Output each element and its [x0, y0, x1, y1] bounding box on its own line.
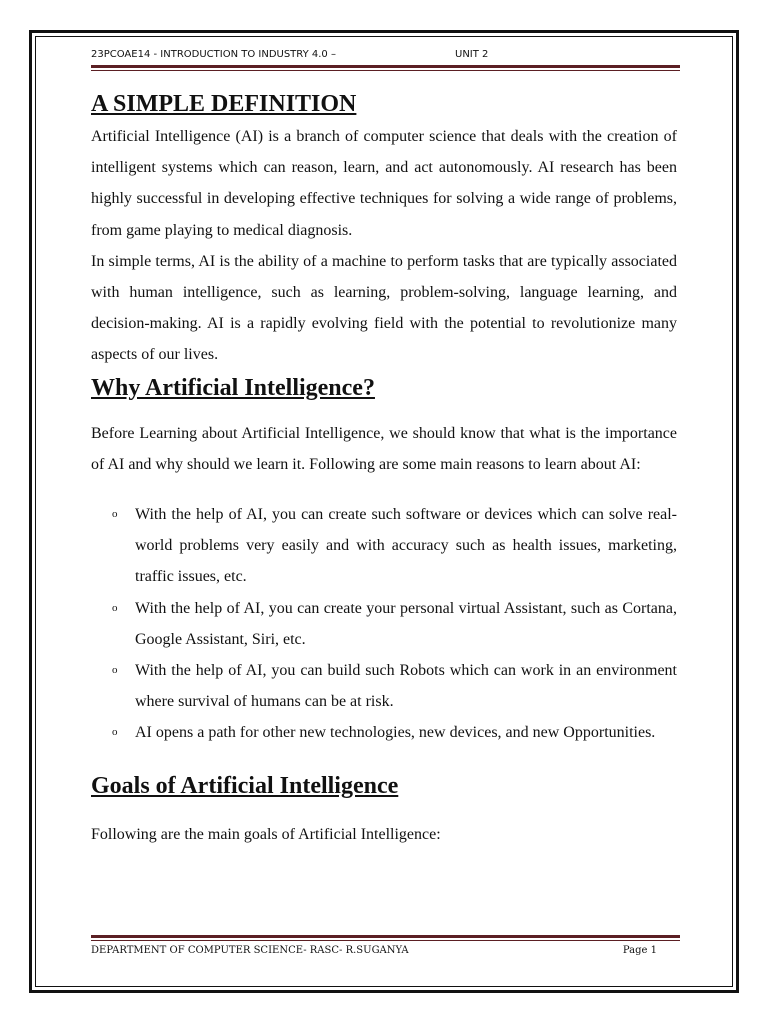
- bullet-marker: o: [112, 726, 118, 739]
- bullet-marker: o: [112, 508, 118, 521]
- goals-intro: Following are the main goals of Artificial Intelligence:: [91, 825, 441, 843]
- footer-department: DEPARTMENT OF COMPUTER SCIENCE- RASC- R.SUGANYA: [91, 945, 409, 956]
- reasons-list: [91, 499, 677, 749]
- list-item: o With the help of AI, you can create your personal virtual Assistant, such as Cortana, Google Assistant, Siri, etc.: [135, 593, 677, 655]
- page-header: [91, 49, 681, 63]
- page-number: Page 1: [622, 945, 657, 956]
- header-rule-thick: [91, 65, 680, 68]
- header-rule-thin: [91, 70, 680, 71]
- definition-paragraph-1: Artificial Intelligence (AI) is a branch of computer science that deals with the creation of intelligent systems which can reason, learn, and act autonomously. AI research has been highly successful in developing effective techniques for solving a wide range of problems, from game playing to medical diagnosis.: [91, 128, 677, 239]
- list-item: o With the help of AI, you can build such Robots which can work in an environment where survival of humans can be at risk.: [135, 655, 677, 717]
- document-body: [91, 93, 677, 850]
- section-heading-goals: Goals of Artificial Intelligence: [91, 772, 399, 799]
- bullet-marker: o: [112, 601, 118, 614]
- page-footer: [91, 945, 657, 959]
- definition-paragraph-2: In simple terms, AI is the ability of a machine to perform tasks that are typically associated with human intelligence, such as learning, problem-solving, language learning, and decision-making. AI is a rapidly evolving field with the potential to revolutionize many aspects of our lives.: [91, 252, 677, 364]
- unit-label: UNIT 2: [455, 49, 489, 60]
- section-heading-why-ai: Why Artificial Intelligence?: [91, 374, 375, 401]
- why-ai-intro: Before Learning about Artificial Intelligence, we should know that what is the importance of AI and why should we learn it. Following are some main reasons to learn about AI:: [91, 424, 677, 473]
- bullet-marker: o: [112, 664, 118, 677]
- footer-rule-thick: [91, 935, 680, 938]
- course-title: 23PCOAE14 - INTRODUCTION TO INDUSTRY 4.0 –: [91, 49, 336, 60]
- list-item: o With the help of AI, you can create such software or devices which can solve real-world problems very easily and with accuracy such as health issues, marketing, traffic issues, etc.: [135, 499, 677, 593]
- footer-rule-thin: [91, 940, 680, 941]
- section-heading-definition: A SIMPLE DEFINITION: [91, 91, 357, 117]
- list-item: o AI opens a path for other new technologies, new devices, and new Opportunities.: [135, 717, 677, 748]
